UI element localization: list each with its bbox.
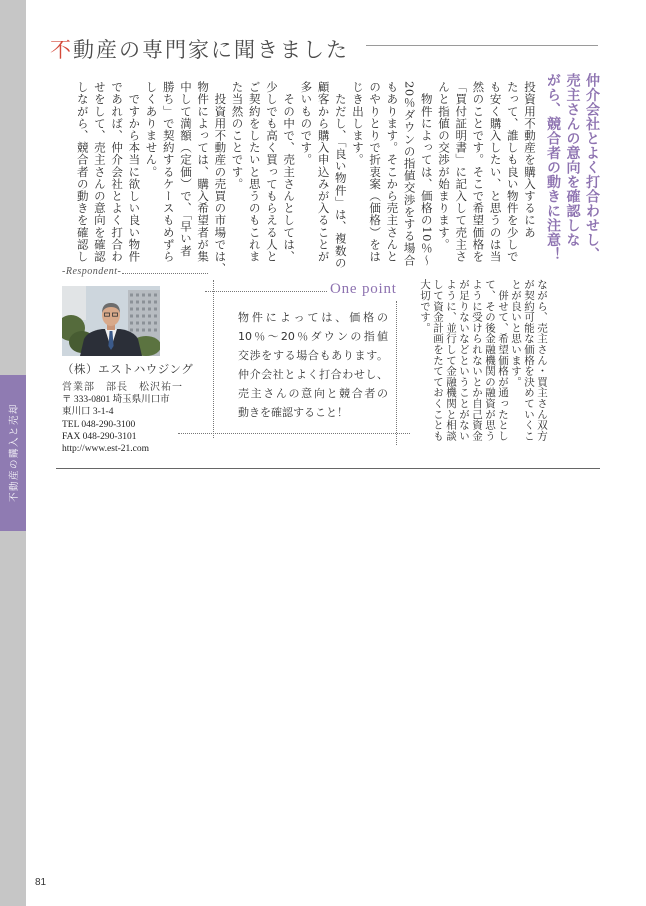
- article-column: が契約可能な価格を決めていくこ: [523, 279, 535, 441]
- article-column: んと指値の交渉が始まります。: [436, 81, 451, 251]
- one-point-line: 動きを確認すること！: [238, 406, 348, 419]
- headline-column: 売主さんの意向を確認しな: [564, 73, 581, 247]
- article-column: たって、誰しも良い物件を少しで: [505, 81, 520, 263]
- article-column: 投資用不動産を購入するにあ: [523, 81, 537, 239]
- respondent-company: （株）エストハウジング: [62, 362, 194, 376]
- article-column: のやりとりで折衷案（価格）をは: [368, 81, 383, 263]
- article-column: しながら、競合者の動きを確認し: [75, 81, 90, 263]
- one-point-text: [238, 308, 388, 422]
- article-column: その中で、売主さんとしては、: [282, 81, 297, 263]
- section-bottom-rule: [56, 468, 600, 469]
- one-point-left-rule: [213, 280, 214, 438]
- article-column: 顧客から購入申込みが入ることが: [316, 81, 331, 263]
- article-column: も安く購入したい、と思うのは当: [488, 81, 503, 263]
- article-column: 少しでも高く買ってもらえる人と: [264, 81, 279, 263]
- article-column: 20％ダウンの指値交渉をする場合: [402, 81, 417, 267]
- article-column: て、その後金融機関の融資が思う: [484, 279, 496, 441]
- article-column: ように、並行して金融機関と相談: [445, 279, 457, 441]
- article-column: が足りないなどということがない: [458, 279, 470, 441]
- article-column: ご契約をしたいと思うのもこれま: [247, 81, 262, 263]
- article-column: 「買付証明書」に記入して売主さ: [454, 81, 469, 263]
- article-column: せをして、売主さんの意向を確認: [92, 81, 107, 263]
- headline-column: がら、競合者の動きに注意！: [545, 73, 561, 262]
- article-column: しくありません。: [144, 81, 159, 178]
- article-column: じき出します。: [350, 81, 365, 166]
- one-point-line: 10％～20％ダウンの指値: [238, 330, 388, 343]
- article-column: であれば、仲介会社とよく打合わ: [110, 81, 125, 263]
- address-fax: FAX 048-290-3101: [62, 431, 137, 442]
- article-column: ただし、「良い物件」は、複数の: [333, 81, 348, 269]
- one-point-line: 仲介会社とよく打合わせし、: [238, 368, 388, 381]
- title-rule: [366, 45, 598, 46]
- article-column: 多いものです。: [299, 81, 314, 166]
- page-title-accent: 不: [50, 38, 73, 62]
- one-point-label: One point: [330, 281, 397, 297]
- article-column: 然のことです。そこで希望価格を: [471, 81, 486, 263]
- address-line: 〒 333-0801 埼玉県川口市: [62, 395, 170, 405]
- address-url[interactable]: http://www.est-21.com: [62, 444, 149, 455]
- respondent-label: -Respondent-: [62, 266, 122, 277]
- article-column: 投資用不動産の売買の市場では、: [213, 81, 228, 275]
- respondent-photo: [62, 286, 160, 356]
- article-column: た当然のことです。: [230, 81, 245, 190]
- respondent-dotted-rule: [122, 273, 208, 274]
- respondent-position: 営業部 部長 松沢祐一: [62, 382, 183, 393]
- page-title-text: 動産の専門家に聞きました: [73, 38, 349, 62]
- section-tab[interactable]: [0, 375, 26, 531]
- respondent-address: [62, 394, 170, 455]
- one-point-line: 交渉をする場合もあります。: [238, 349, 388, 362]
- page-title: [50, 34, 349, 64]
- article-column: 大切です。: [419, 279, 431, 333]
- one-point-right-rule: [396, 301, 397, 445]
- page-number: 81: [35, 877, 47, 888]
- one-point-bottom-rule: [178, 433, 410, 434]
- article-column: 勝ち」で契約するケースもめずら: [161, 81, 176, 263]
- article-column: ように受けられないとか自己資金: [471, 279, 483, 441]
- article-column: 物件によっては、購入希望者が集: [196, 81, 211, 263]
- article-column: 併せて、希望価格が通ったとし: [497, 279, 509, 441]
- article-column: して資金計画をたてておくことも: [432, 279, 444, 441]
- one-point-top-rule: [205, 291, 327, 292]
- headline-column: 仲介会社とよく打合わせし、: [584, 73, 600, 262]
- article-column: 中して満額（定価）で、「早い者: [178, 81, 193, 257]
- article-lower-block: [418, 279, 548, 444]
- address-line: 東川口 3-1-4: [62, 407, 114, 418]
- article-column: とが良いと思います。: [510, 279, 522, 387]
- section-tab-label: 不動産の購入と売却: [9, 403, 20, 503]
- one-point-line: 売主さんの意向と競合者の: [238, 387, 388, 400]
- article-column: ですから本当に欲しい良い物件: [127, 81, 142, 263]
- headline: [542, 73, 601, 268]
- article-column: 物件によっては、価格の10％～: [419, 81, 434, 267]
- article-column: もあります。そこから売主さんと: [385, 81, 400, 263]
- address-phone: TEL 048-290-3100: [62, 419, 136, 430]
- one-point-line: 物件によっては、価格の: [238, 311, 388, 324]
- article-column: ながら、売主さん・買主さん双方: [536, 279, 548, 441]
